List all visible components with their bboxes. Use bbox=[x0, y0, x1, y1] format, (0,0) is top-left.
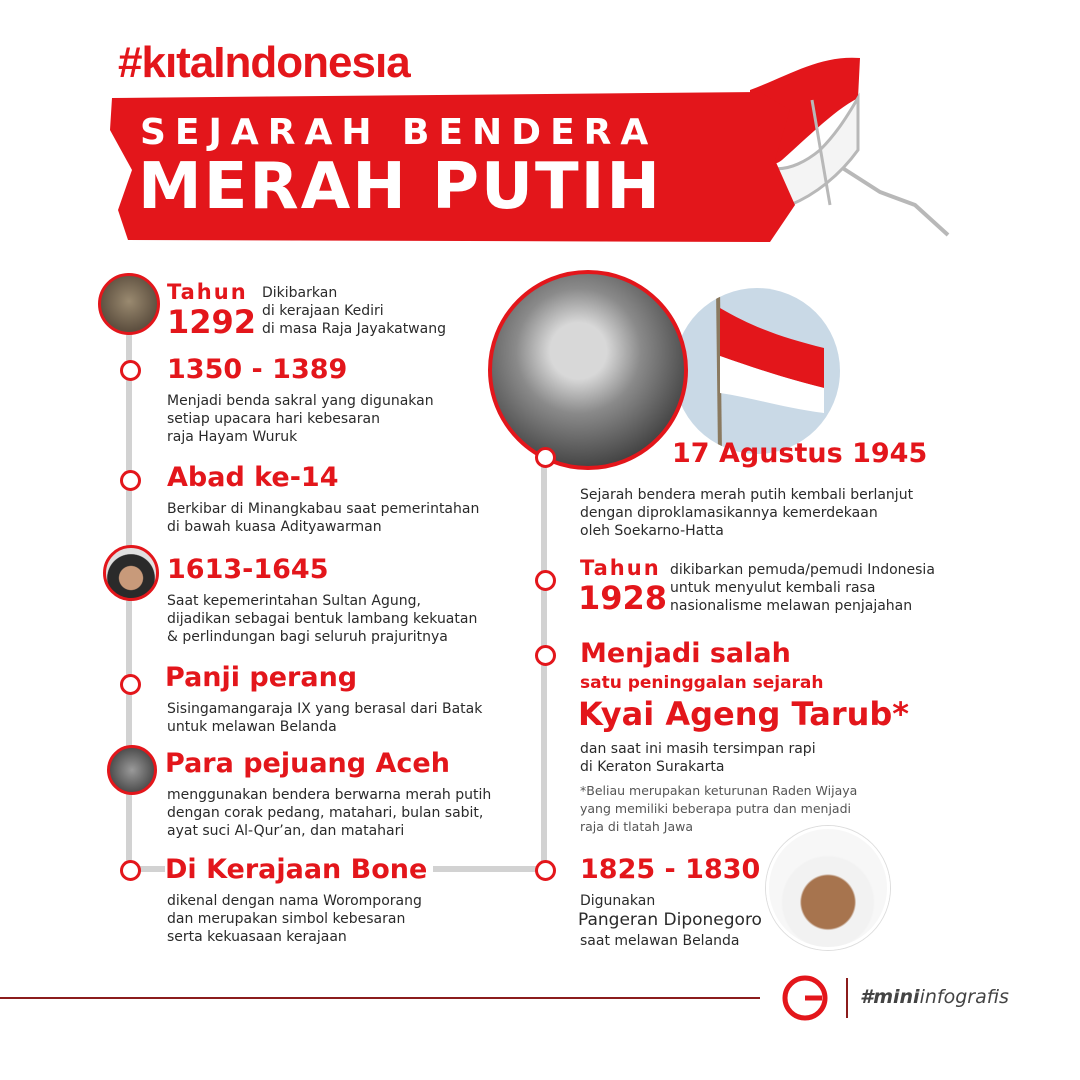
diponegoro-photo bbox=[766, 826, 890, 950]
item-bone-text: dikenal dengan nama Woromporang dan merupakan simbol kebesaran serta kekuasaan kerajaan bbox=[167, 893, 422, 945]
footer-divider bbox=[846, 978, 848, 1018]
timeline-dot bbox=[535, 447, 556, 468]
logo-icon bbox=[782, 975, 828, 1021]
timeline-dot bbox=[120, 674, 141, 695]
item-1292-year: 1292 bbox=[167, 303, 257, 341]
item-1825-heading: 1825 - 1830 bbox=[580, 854, 761, 885]
item-1350-text: Menjadi benda sakral yang digunakan setiap upacara hari kebesaran raja Hayam Wuruk bbox=[167, 393, 434, 445]
kediri-statue-photo bbox=[98, 273, 160, 335]
aceh-flag-photo bbox=[107, 745, 157, 795]
footer-hashtag: #miniinfografis bbox=[860, 986, 1009, 1008]
item-tarub-footnote: *Beliau merupakan keturunan Raden Wijaya yang memiliki beberapa putra dan menjadi raja di tlatah Jawa bbox=[580, 783, 858, 834]
proclamation-photo bbox=[488, 270, 688, 470]
sultan-agung-photo bbox=[103, 545, 159, 601]
item-1613-heading: 1613-1645 bbox=[167, 554, 329, 585]
item-tarub-name: Kyai Ageng Tarub* bbox=[578, 695, 910, 733]
title-line-1: SEJARAH BENDERA bbox=[140, 112, 658, 153]
item-tarub-text: dan saat ini masih tersimpan rapi di Keraton Surakarta bbox=[580, 741, 816, 775]
item-1613-text: Saat kepemerintahan Sultan Agung, dijadikan sebagai bentuk lambang kekuatan & perlindungan bagi seluruh prajuritnya bbox=[167, 593, 478, 645]
item-1825-text-pre: Digunakan bbox=[580, 893, 656, 909]
timeline-dot bbox=[535, 570, 556, 591]
timeline-dot bbox=[120, 860, 141, 881]
item-panji-text: Sisingamangaraja IX yang berasal dari Batak untuk melawan Belanda bbox=[167, 701, 483, 735]
item-1928-year: 1928 bbox=[578, 579, 668, 617]
item-bone-heading: Di Kerajaan Bone bbox=[165, 854, 433, 885]
item-1928-tahun: Tahun bbox=[580, 556, 661, 580]
flag-photo bbox=[674, 288, 840, 454]
item-1292-text: Dikibarkan di kerajaan Kediri di masa Raja Jayakatwang bbox=[262, 285, 446, 337]
timeline-dot bbox=[120, 470, 141, 491]
item-1945-text: Sejarah bendera merah putih kembali berlanjut dengan diproklamasikannya kemerdekaan oleh Soekarno-Hatta bbox=[580, 487, 914, 539]
timeline-dot bbox=[120, 360, 141, 381]
item-1825-text-name: Pangeran Diponegoro bbox=[578, 910, 762, 930]
item-1825-text-post: saat melawan Belanda bbox=[580, 933, 740, 949]
item-1945-heading: 17 Agustus 1945 bbox=[672, 438, 928, 469]
item-aceh-heading: Para pejuang Aceh bbox=[165, 748, 450, 779]
item-tarub-subheading: satu peninggalan sejarah bbox=[580, 673, 824, 693]
timeline-dot bbox=[535, 645, 556, 666]
item-abad14-heading: Abad ke-14 bbox=[167, 462, 339, 493]
title-line-2: MERAH PUTIH bbox=[138, 150, 662, 224]
brand-hashtag: #kıtaIndonesıa bbox=[118, 38, 410, 87]
timeline-dot bbox=[535, 860, 556, 881]
item-aceh-text: menggunakan bendera berwarna merah putih dengan corak pedang, matahari, bulan sabit, ayat suci Al-Qur’an, dan matahari bbox=[167, 787, 492, 839]
item-abad14-text: Berkibar di Minangkabau saat pemerintahan di bawah kuasa Adityawarman bbox=[167, 501, 480, 535]
item-1292-tahun: Tahun bbox=[167, 280, 248, 304]
item-1928-text: dikibarkan pemuda/pemudi Indonesia untuk menyulut kembali rasa nasionalisme melawan penjajahan bbox=[670, 562, 935, 614]
item-panji-heading: Panji perang bbox=[165, 662, 358, 693]
item-1350-heading: 1350 - 1389 bbox=[167, 354, 348, 385]
footer-rule bbox=[0, 997, 760, 999]
item-tarub-heading: Menjadi salah bbox=[580, 638, 791, 669]
